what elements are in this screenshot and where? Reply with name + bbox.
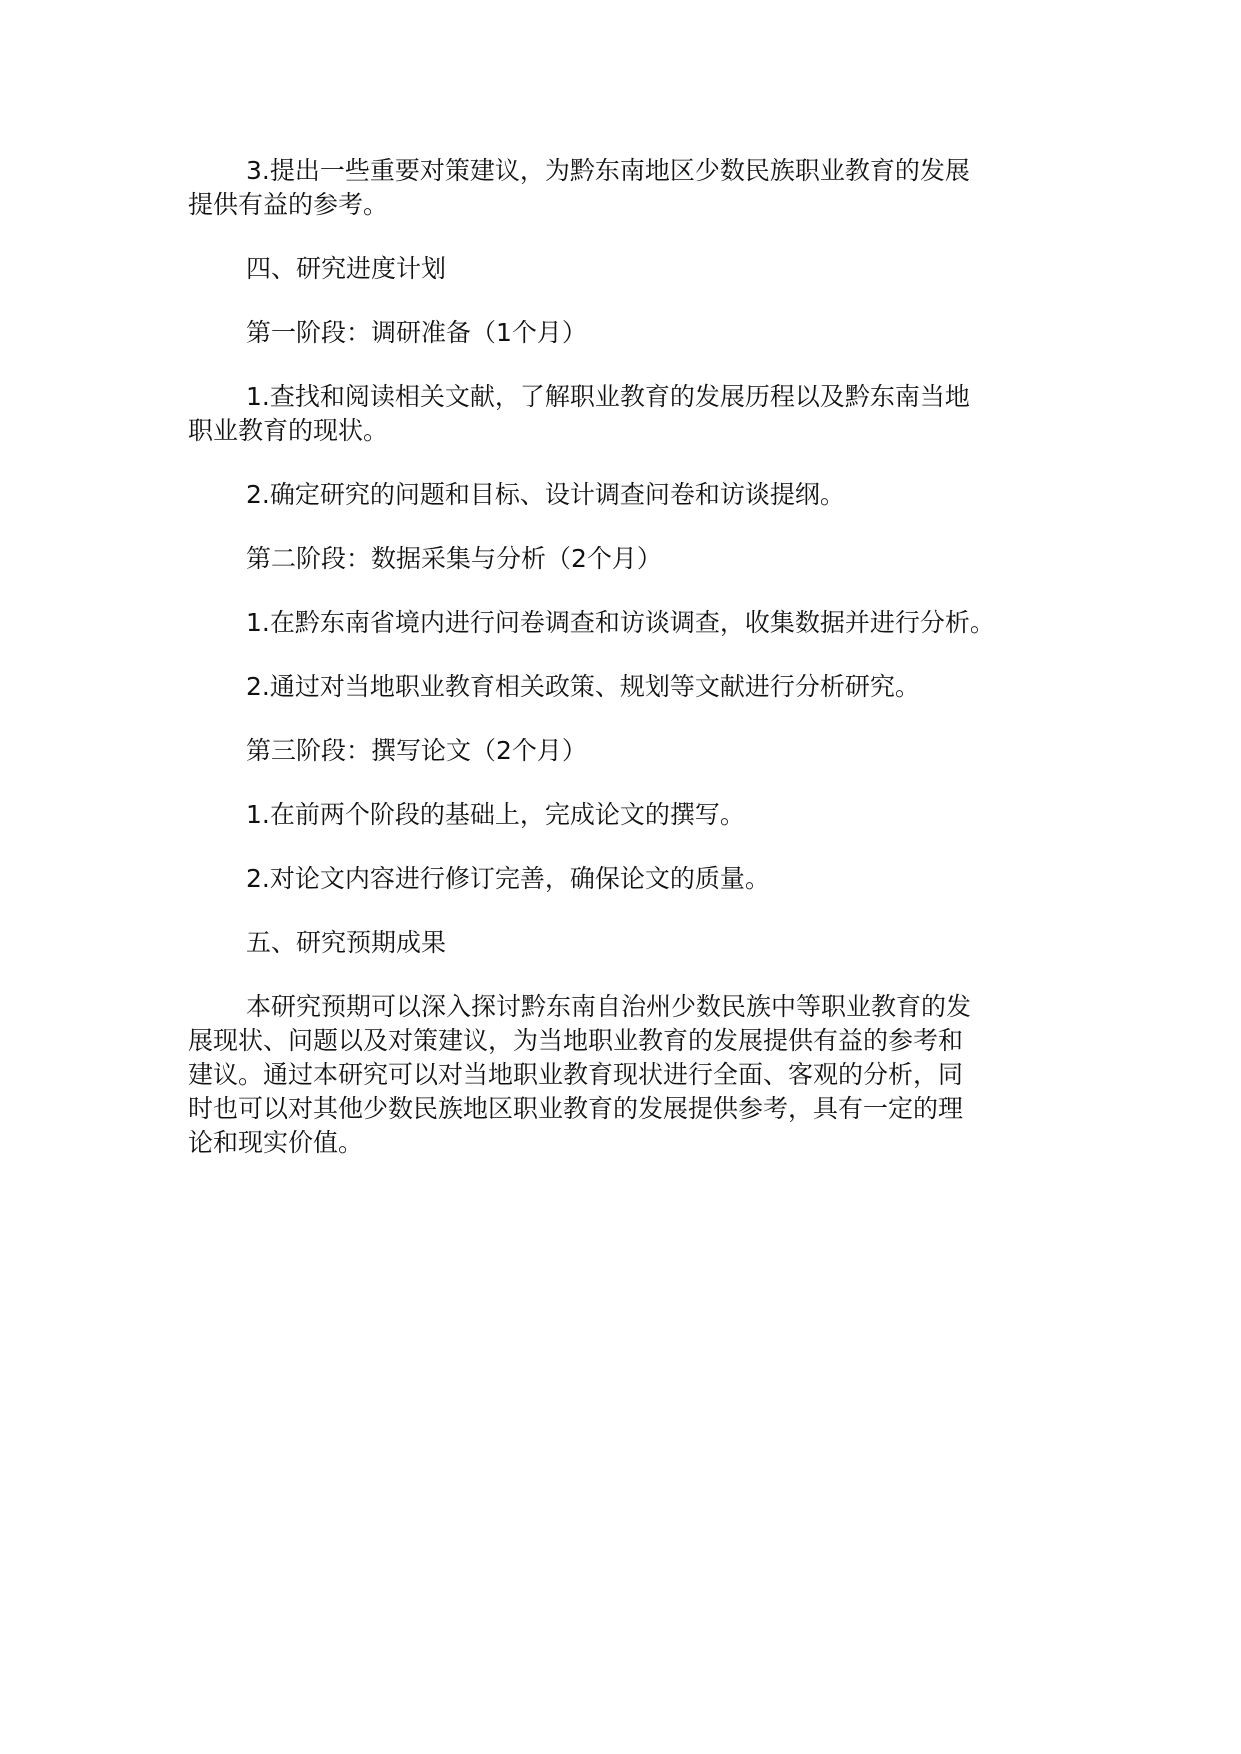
paragraph — [188, 862, 1068, 896]
paragraph-line: 1.在黔东南省境内进行问卷调查和访谈调查，收集数据并进行分析。 — [246, 608, 995, 637]
paragraph — [188, 478, 1068, 512]
paragraph-line: 2.确定研究的问题和目标、设计调查问卷和访谈提纲。 — [246, 480, 845, 509]
paragraph-line: 3.提出一些重要对策建议，为黔东南地区少数民族职业教育的发展 — [246, 156, 970, 185]
paragraph — [188, 990, 1068, 1160]
paragraph-line: 论和现实价值。 — [188, 1128, 364, 1157]
paragraph-line: 职业教育的现状。 — [188, 416, 389, 445]
paragraph-line: 1.查找和阅读相关文献，了解职业教育的发展历程以及黔东南当地 — [246, 382, 970, 411]
section-heading: 第二阶段：数据采集与分析（2个月） — [246, 544, 662, 573]
paragraph-line: 展现状、问题以及对策建议，为当地职业教育的发展提供有益的参考和 — [188, 1026, 964, 1055]
paragraph-line: 时也可以对其他少数民族地区职业教育的发展提供参考，具有一定的理 — [188, 1094, 964, 1123]
paragraph — [188, 154, 1068, 222]
paragraph-line: 建议。通过本研究可以对当地职业教育现状进行全面、客观的分析，同 — [188, 1060, 964, 1089]
paragraph — [188, 798, 1068, 832]
section-heading: 第一阶段：调研准备（1个月） — [246, 318, 587, 347]
paragraph-line: 2.通过对当地职业教育相关政策、规划等文献进行分析研究。 — [246, 672, 920, 701]
document-body — [188, 154, 1068, 1190]
section-heading: 四、研究进度计划 — [246, 254, 447, 283]
paragraph-line: 本研究预期可以深入探讨黔东南自治州少数民族中等职业教育的发 — [246, 992, 972, 1021]
paragraph-line: 2.对论文内容进行修订完善，确保论文的质量。 — [246, 864, 770, 893]
paragraph-line: 提供有益的参考。 — [188, 190, 389, 219]
section-heading: 第三阶段：撰写论文（2个月） — [246, 736, 587, 765]
paragraph — [188, 380, 1068, 448]
paragraph-line: 1.在前两个阶段的基础上，完成论文的撰写。 — [246, 800, 745, 829]
section-heading: 五、研究预期成果 — [246, 928, 447, 957]
paragraph — [188, 606, 1068, 640]
paragraph — [188, 670, 1068, 704]
